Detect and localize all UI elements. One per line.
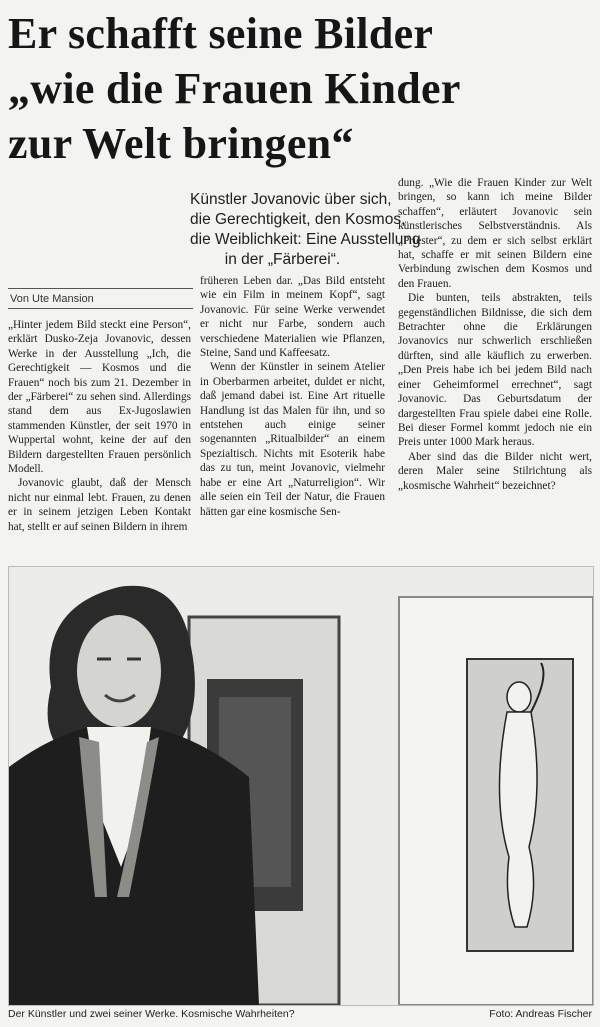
article-column-1 <box>8 318 191 534</box>
paragraph: Aber sind das die Bilder nicht wert, deren Maler seine Stilrichtung als „kosmische Wahrheit“ bezeichnet? <box>398 450 592 492</box>
headline-line-2: „wie die Frauen Kinder <box>8 64 461 113</box>
subhead-line-2: die Gerechtigkeit, den Kosmos, <box>190 211 406 228</box>
photo-caption: Der Künstler und zwei seiner Werke. Kosmische Wahrheiten? <box>8 1008 295 1020</box>
photo-credit: Foto: Andreas Fischer <box>489 1008 592 1020</box>
paragraph: Wenn der Künstler in seinem Atelier in Oberbarmen arbeitet, duldet er nicht, daß jemand dabei ist. Eine Art rituelle Handlung ist das Malen für ihn, und so entstehen auch einige seiner sogenannten „Ritualbilder“ an einem Spezialtisch. Nichts mit Esoterik habe das zu tun, meint Jovanovic, vielmehr habe er eine Art „Naturreligion“. Wir alle seien ein Teil der Natur, die Frauen hätten gar eine kosmische Sen- <box>200 361 385 518</box>
paragraph: Die bunten, teils abstrakten, teils gegenständlichen Bildnisse, die sich dem Betrachter ohne die Erklärungen Jovanovics nur schwerlich erschließen dürften, sind alle käuflich zu erwerben. „Den Preis habe ich bei jedem Bild nach einer Geheimformel errechnet“, sagt Jovanovic. Das Geburtsdatum der dargestellten Frau spiele dabei eine Rolle. Bei dieser Formel kommt jedoch nie ein Preis unter 1000 Mark heraus. <box>398 292 592 449</box>
article-column-3 <box>398 176 592 493</box>
headline-line-1: Er schafft seine Bilder <box>8 9 434 58</box>
paragraph: Jovanovic glaubt, daß der Mensch nicht nur einmal lebt. Frauen, zu denen er in seinem jetzigen Leben Kontakt hat, stellt er auf seinen Bildern in ihrem <box>8 477 191 533</box>
paragraph: „Hinter jedem Bild steckt eine Person“, erklärt Dusko-Zeja Jovanovic, dessen Werke in der Ausstellung „Ich, die Gerechtigkeit — Kosmos und die Frauen“ noch bis zum 21. Dezember in der „Färberei“ zu sehen sind. Allerdings stand dem aus Ex-Jugoslawien stammenden Künstler, der seit 1970 in Wuppertal wohnt, keine der auf den Bildern dargestellten Frauen persönlich Modell. <box>8 319 191 476</box>
subhead-line-4: in der „Färberei“. <box>224 251 341 268</box>
subheadline <box>190 190 421 270</box>
article-photo <box>8 566 594 1006</box>
article-column-2 <box>200 274 385 519</box>
photo-illustration <box>9 567 593 1005</box>
paragraph: früheren Leben dar. „Das Bild entsteht wie ein Film in meinem Kopf“, sagt Jovanovic. Für seine Werke verwendet er nicht nur Farbe, sondern auch verschiedene Materialien wie Pflanzen, Steine, Sand und Kaffeesatz. <box>200 275 385 360</box>
headline-line-3: zur Welt bringen“ <box>8 119 354 168</box>
subhead-line-1: Künstler Jovanovic über sich, <box>190 191 392 208</box>
headline <box>8 6 598 171</box>
paragraph: dung. „Wie die Frauen Kinder zur Welt bringen, so kann ich meine Bilder schaffen“, erläutert Jovanovic sein künstlerisches Selbstverständnis. Als „Priester“, zu dem er sich selbst erklärt hat, schaffe er mit seinen Bildern eine Verbindung zwischen dem Kosmos und den Frauen. <box>398 177 592 290</box>
subhead-line-3: die Weiblichkeit: Eine Ausstellung <box>190 231 421 248</box>
byline: Von Ute Mansion <box>8 288 193 309</box>
